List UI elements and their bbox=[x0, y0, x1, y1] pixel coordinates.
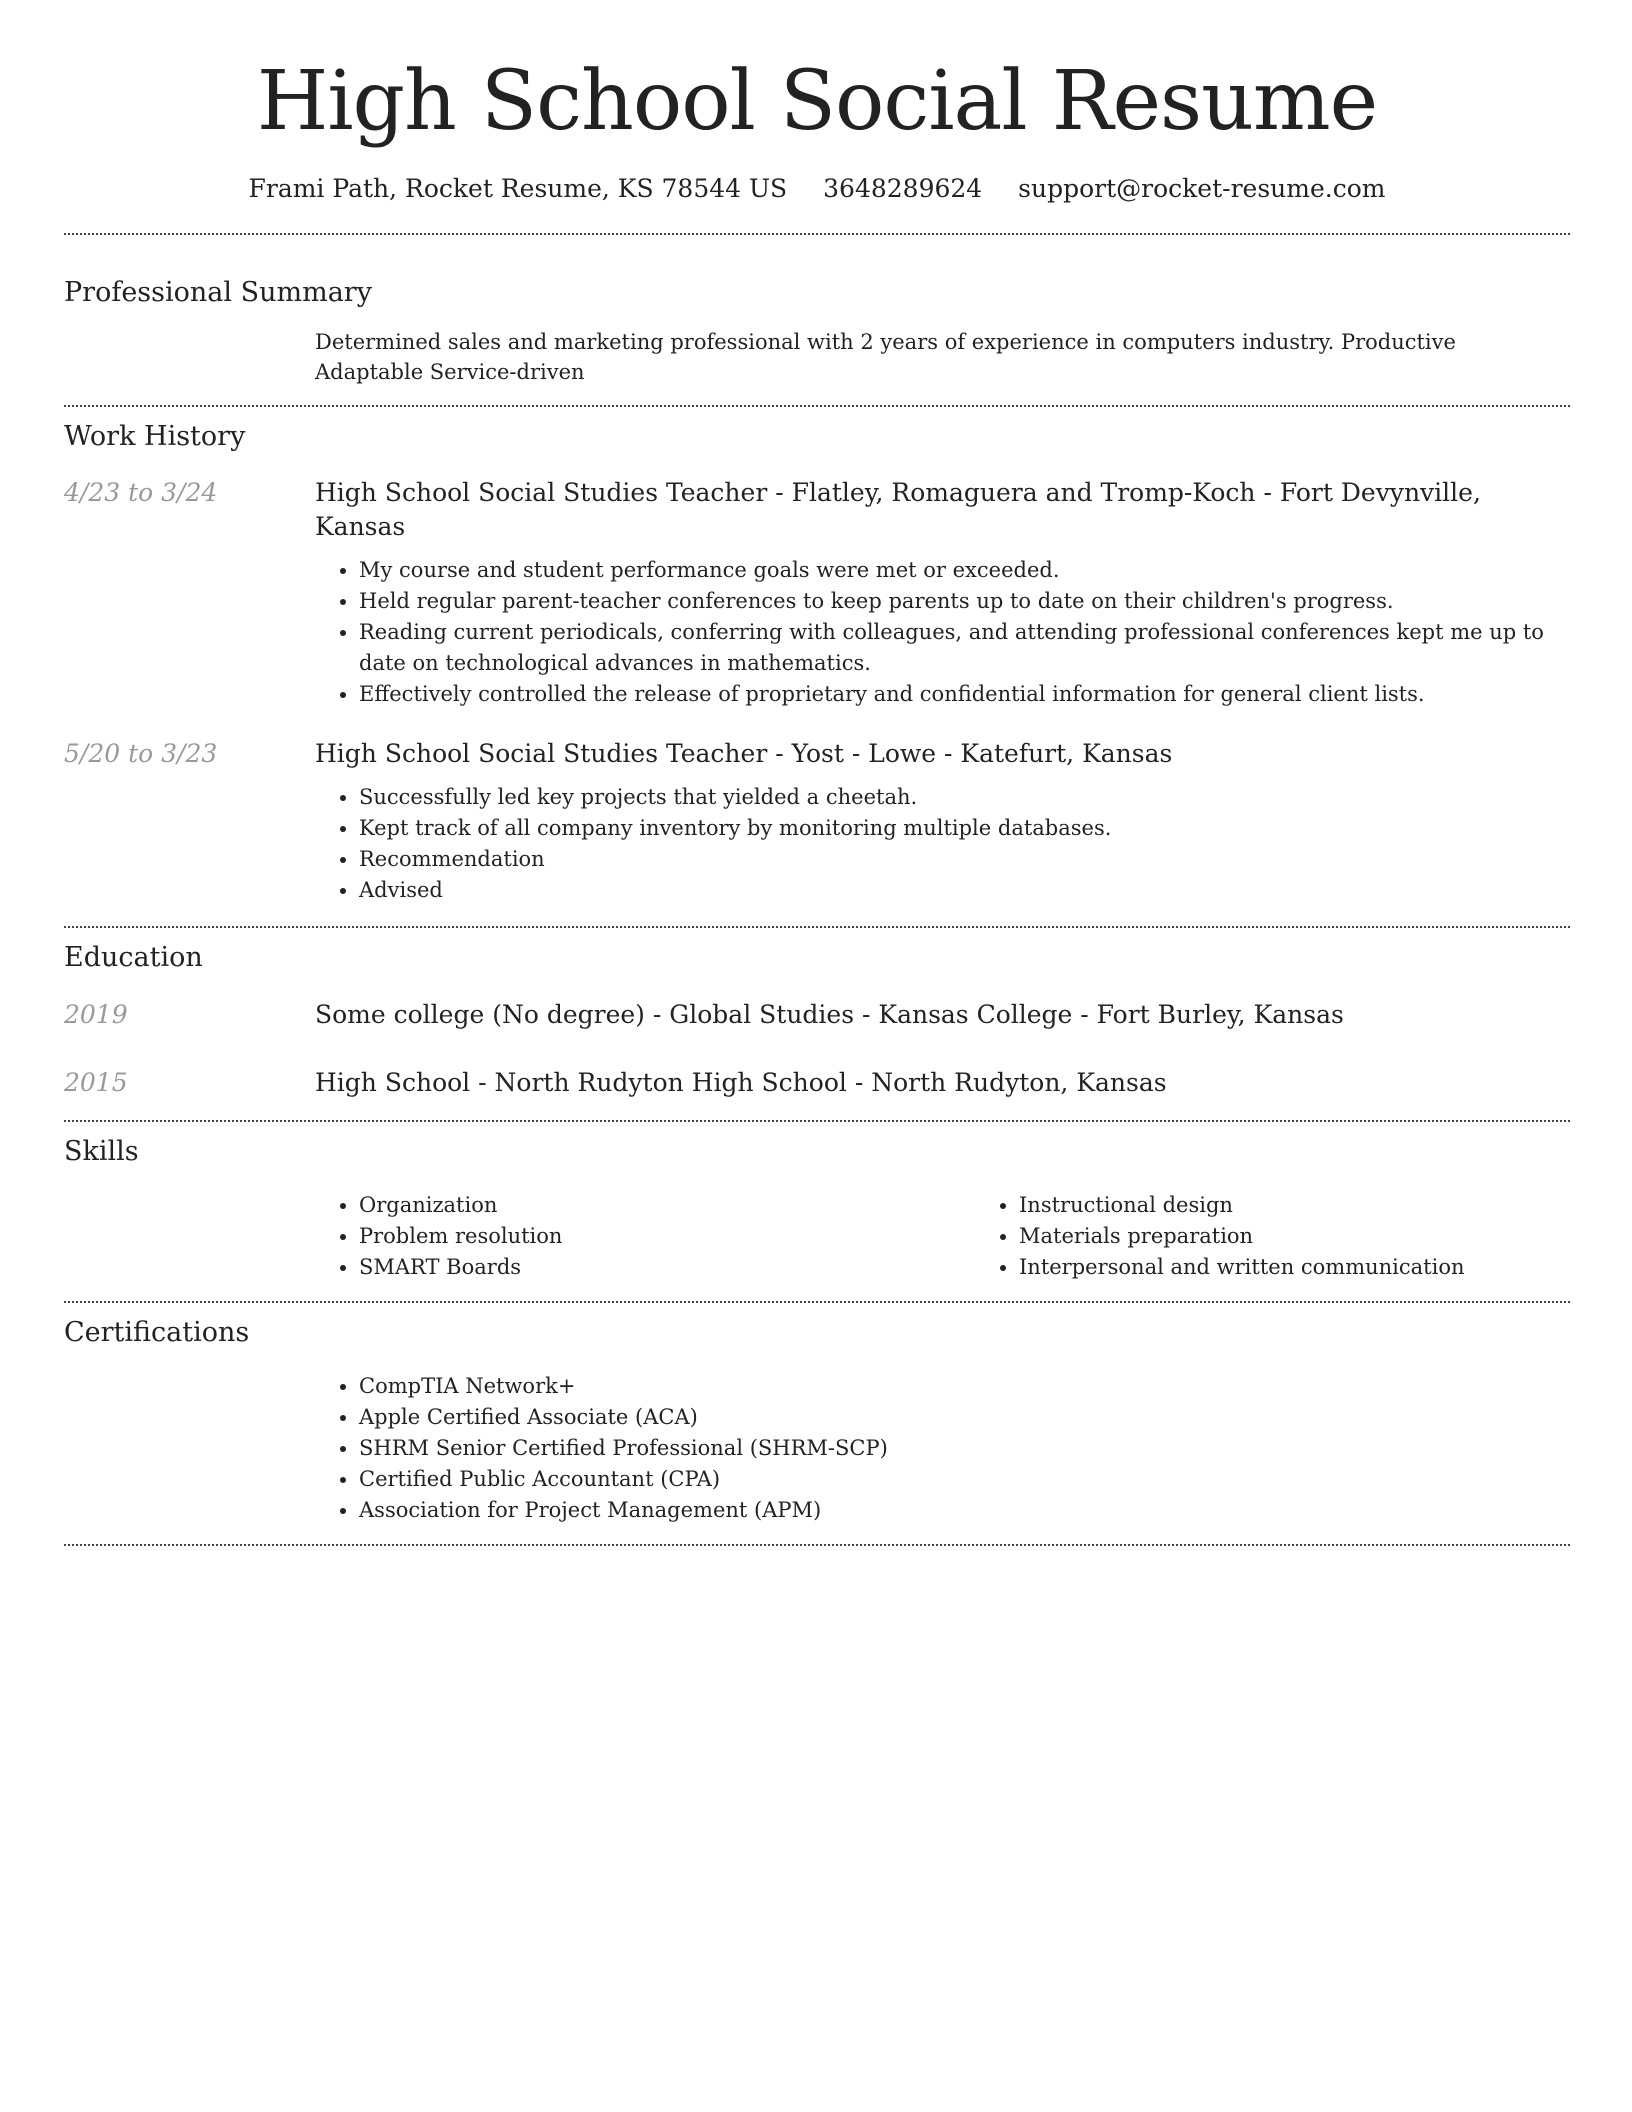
education-entry bbox=[64, 1066, 1570, 1100]
job-dates: 4/23 to 3/24 bbox=[64, 478, 218, 507]
skill-item: • Interpersonal and written communication bbox=[1019, 1252, 1632, 1283]
skills-list-left bbox=[315, 1190, 975, 1283]
job-bullets bbox=[315, 555, 1570, 710]
skill-item: • Materials preparation bbox=[1019, 1221, 1632, 1252]
job-position: High School Social Studies Teacher bbox=[315, 478, 768, 507]
divider bbox=[64, 233, 1570, 235]
job-details: - Flatley, Romaguera and Tromp-Koch - Fort Devynville, Kansas bbox=[315, 478, 1481, 541]
certification-item: • CompTIA Network+ bbox=[359, 1371, 1570, 1402]
education-details: - Kansas College - Fort Burley, Kansas bbox=[854, 1000, 1344, 1029]
certifications-section bbox=[64, 1315, 1570, 1526]
resume-header bbox=[64, 52, 1570, 206]
education-details: - North Rudyton High School - North Rudyton, Kansas bbox=[470, 1068, 1167, 1097]
job-bullet: • Held regular parent-teacher conferences to keep parents up to date on their children's progress. bbox=[359, 586, 1570, 617]
resume-name: High School Social Resume bbox=[256, 54, 1378, 149]
job-bullet: • Kept track of all company inventory by monitoring multiple databases. bbox=[359, 813, 1570, 844]
divider bbox=[64, 1120, 1570, 1122]
skill-item: • Problem resolution bbox=[359, 1221, 975, 1252]
certification-item: • Certified Public Accountant (CPA) bbox=[359, 1464, 1570, 1495]
job-bullets bbox=[315, 782, 1570, 906]
skill-item: • Instructional design bbox=[1019, 1190, 1632, 1221]
divider bbox=[64, 1301, 1570, 1303]
section-title-certifications: Certifications bbox=[64, 1317, 250, 1348]
job-heading bbox=[315, 737, 1570, 771]
skills-columns bbox=[315, 1190, 1632, 1283]
job-bullet: • Advised bbox=[359, 875, 1570, 906]
certification-item: • SHRM Senior Certified Professional (SHRM-SCP) bbox=[359, 1433, 1570, 1464]
resume-page bbox=[64, 0, 1570, 1546]
contact-address: Frami Path, Rocket Resume, KS 78544 US bbox=[248, 174, 788, 203]
job-bullet: • My course and student performance goals were met or exceeded. bbox=[359, 555, 1570, 586]
summary-text: Determined sales and marketing professional with 2 years of experience in computers industry. Productive Adaptable Service-driven bbox=[315, 330, 1456, 384]
education-section bbox=[64, 940, 1570, 1100]
summary-section bbox=[64, 275, 1570, 387]
section-title-education: Education bbox=[64, 942, 203, 973]
job-bullet: • Effectively controlled the release of proprietary and confidential information for general client lists. bbox=[359, 679, 1570, 710]
job-dates: 5/20 to 3/23 bbox=[64, 739, 218, 768]
skill-item: • Organization bbox=[359, 1190, 975, 1221]
work-section bbox=[64, 419, 1570, 906]
job-bullet: • Recommendation bbox=[359, 844, 1570, 875]
education-entry bbox=[64, 998, 1570, 1032]
divider bbox=[64, 1544, 1570, 1546]
education-degree: Some college (No degree) - Global Studies bbox=[315, 1000, 855, 1029]
education-year: 2019 bbox=[64, 1000, 128, 1029]
skills-section bbox=[64, 1134, 1570, 1283]
skill-item: • SMART Boards bbox=[359, 1252, 975, 1283]
job-heading bbox=[315, 476, 1570, 544]
certification-item: • Association for Project Management (APM) bbox=[359, 1495, 1570, 1526]
job-position: High School Social Studies Teacher bbox=[315, 739, 768, 768]
section-title-work: Work History bbox=[64, 421, 246, 452]
contact-phone: 3648289624 bbox=[823, 174, 983, 203]
certification-item: • Apple Certified Associate (ACA) bbox=[359, 1402, 1570, 1433]
divider bbox=[64, 405, 1570, 407]
job-entry bbox=[64, 737, 1570, 906]
certifications-list bbox=[315, 1371, 1570, 1526]
job-entry bbox=[64, 476, 1570, 710]
contact-line bbox=[64, 172, 1570, 206]
job-details: - Yost - Lowe - Katefurt, Kansas bbox=[767, 739, 1173, 768]
section-title-summary: Professional Summary bbox=[64, 277, 372, 308]
job-bullet: • Reading current periodicals, conferring with colleagues, and attending professional conferences kept me up to date on technological advances in mathematics. bbox=[359, 617, 1570, 679]
skills-list-right bbox=[975, 1190, 1632, 1283]
divider bbox=[64, 926, 1570, 928]
job-bullet: • Successfully led key projects that yielded a cheetah. bbox=[359, 782, 1570, 813]
contact-email: support@rocket-resume.com bbox=[1018, 174, 1386, 203]
education-year: 2015 bbox=[64, 1068, 128, 1097]
education-degree: High School bbox=[315, 1068, 471, 1097]
section-title-skills: Skills bbox=[64, 1136, 139, 1167]
